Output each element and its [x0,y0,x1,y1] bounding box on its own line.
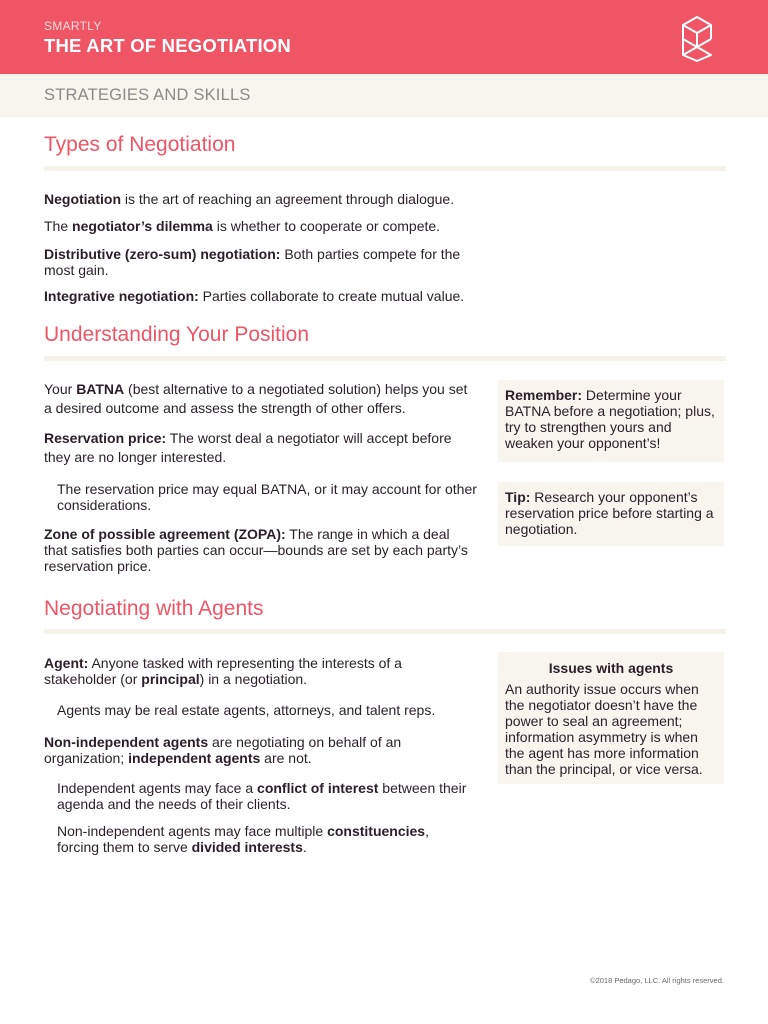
paragraph-agent-definition: Agent: Anyone tasked with representing the interests of a stakeholder (or principal) in a negotiation. [44,655,402,687]
document-subtitle: STRATEGIES AND SKILLS [44,86,251,104]
paragraph-reservation-price: Reservation price: The worst deal a negotiator will accept before they are no longer interested. [44,430,452,465]
callout-text: An authority issue occurs when the negotiator doesn’t have the power to seal an agreement; information asymmetry is when the agent has more information than the principal, or vice versa. [505,681,703,777]
callout-title: Issues with agents [548,660,674,676]
document-title: THE ART OF NEGOTIATION [44,35,291,56]
paragraph-distributive: Distributive (zero-sum) negotiation: Both parties compete for the most gain. [44,246,461,278]
paragraph-conflict-of-interest: Independent agents may face a conflict of interest between their agenda and the needs of their clients. [57,780,467,812]
section-title-types: Types of Negotiation [44,133,236,156]
smartly-logo-icon [680,15,714,63]
paragraph-zopa: Zone of possible agreement (ZOPA): The range in which a deal that satisfies both parties can occur—bounds are set by each party’s reservation price. [44,526,468,574]
copyright-notice: ©2018 Pedago, LLC. All rights reserved. [590,976,724,985]
paragraph-reservation-note: The reservation price may equal BATNA, or it may account for other considerations. [57,481,477,513]
callout-issues-with-agents [498,652,724,784]
section-title-agents: Negotiating with Agents [44,597,264,620]
section-title-position: Understanding Your Position [44,323,310,346]
paragraph-agent-examples: Agents may be real estate agents, attorneys, and talent reps. [57,702,436,718]
paragraph-batna: Your BATNA (best alternative to a negotiated solution) helps you set a desired outcome and assess the strength of other offers. [44,381,468,416]
paragraph-constituencies: Non-independent agents may face multiple constituencies, forcing them to serve divided interests. [57,823,429,855]
section-divider [44,629,726,634]
paragraph-agent-types: Non-independent agents are negotiating on behalf of an organization; independent agents are not. [44,734,402,766]
paragraph-integrative: Integrative negotiation: Parties collaborate to create mutual value. [44,288,465,304]
section-divider [44,166,726,171]
paragraph-negotiation-definition: Negotiation is the art of reaching an agreement through dialogue. [44,191,455,207]
paragraph-negotiators-dilemma: The negotiator’s dilemma is whether to cooperate or compete. [44,218,441,234]
callout-remember: Remember: Determine your BATNA before a negotiation; plus, try to strengthen yours and weaken your opponent’s! [498,380,724,462]
callout-tip: Tip: Research your opponent’s reservation price before starting a negotiation. [498,482,724,546]
brand-name: SMARTLY [44,19,102,33]
section-divider [44,356,726,361]
